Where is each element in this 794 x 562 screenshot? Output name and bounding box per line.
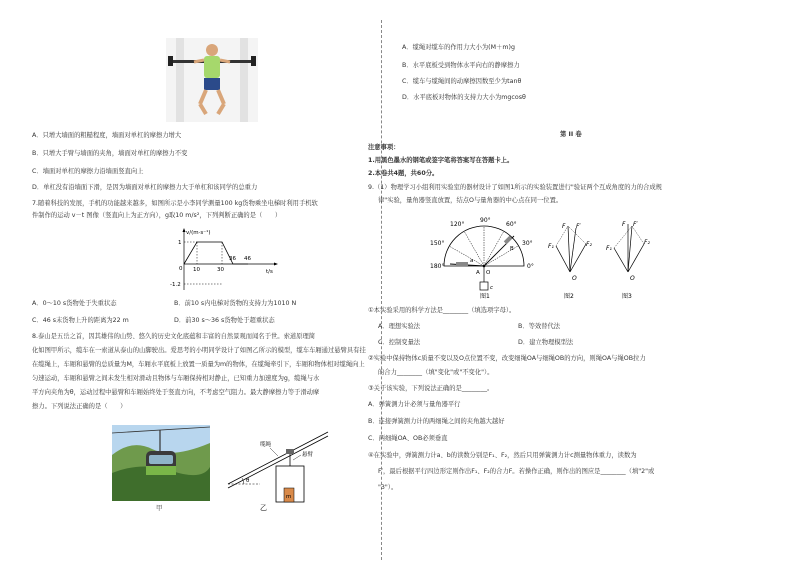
vt-xtick-46: 46: [244, 256, 251, 262]
vt-graph: [170, 226, 280, 292]
q8-line2: 化如图甲所示，缆车在一索道从泰山的山脚驶出。爱思考的小明同学设计了如图乙所示的模型，缆车车厢通过悬臂具有挂: [32, 347, 366, 354]
model-rope-label: 缆绳: [260, 442, 272, 448]
notice-2: 2.本卷共4题，共60分。: [368, 170, 439, 177]
vt-xtick-10: 10: [193, 267, 200, 273]
q6-option-b: B．只增大手臂与墙面的夹角，墙面对单杠的摩擦力不变: [32, 150, 188, 157]
fig3-label: 图3: [622, 293, 632, 300]
q9-s2-line1: ②实验中保持物体c质量不变以及O点位置不变，改变细绳OA与细绳OB的方向，则绳OA与绳OB拉力: [368, 355, 646, 362]
q9-s4-line3: "3"）。: [378, 484, 398, 491]
angle-180: 180°: [430, 263, 445, 270]
angle-90: 90°: [480, 217, 491, 224]
q7-stem-line1: 7.随着科技的发展，手机的功能越来越多，如图所示是小李同学测量100 kg货物乘坐电梯时利用手机软: [32, 200, 318, 207]
fig1-label: 图1: [480, 293, 490, 300]
q9-line2: 律"实验，量角器竖直放置，结点O与量角器的中心点在同一位置。: [378, 197, 563, 204]
q6-option-a: A．只增大墙面的粗糙程度，墙面对单杠的摩擦力增大: [32, 132, 182, 139]
point-B: B: [510, 246, 514, 252]
fig2-Fprime: F′: [576, 223, 581, 230]
q9-s3: ③关于该实验，下列说法正确的是________。: [368, 385, 494, 392]
notice-1: 1.用黑色墨水的钢笔或签字笔将答案写在答题卡上。: [368, 157, 514, 164]
point-c: c: [490, 285, 494, 291]
fig2-F2: F₂: [586, 241, 592, 248]
q9-s1-b: B．等效替代法: [518, 323, 561, 330]
figure3-force-diagram: [606, 218, 656, 300]
q9-s3-b: B．连接弹簧测力计的两细绳之间的夹角越大越好: [368, 418, 505, 425]
point-O: O: [486, 270, 491, 276]
vt-xtick-36: 36: [229, 256, 236, 262]
fig2-O: O: [572, 275, 577, 282]
model-m: m: [286, 494, 292, 500]
column-divider: [381, 20, 382, 560]
q6-option-d: D．单杠没有沿墙面下滑，是因为墙面对单杠的摩擦力大于单杠和该同学的总重力: [32, 184, 258, 191]
fig3-F1: F₁: [606, 245, 612, 252]
angle-120: 120°: [450, 221, 465, 228]
notice-title: 注意事项：: [368, 144, 400, 151]
q8-option-c: C．缆车与缆绳间的动摩擦因数至少为tanθ: [402, 78, 522, 85]
cable-model-diagram: [220, 422, 332, 512]
q9-s1: ①本实验采用的科学方法是________（填选项字母）。: [368, 307, 516, 314]
q8-line3: 在缆绳上，车厢和悬臂的总质量为M，车厢水平底板上放置一质量为m的物体，在缆绳牵引下，车厢和物体相对缆绳向上: [32, 361, 365, 368]
q8-line4: 匀速运动，车厢和悬臂之间未发生相对滑动且物体与车厢保持相对静止，已知重力加速度为g，缆绳与水: [32, 375, 320, 382]
vt-xlabel: t/s: [266, 269, 273, 275]
fig3-F: F: [622, 221, 626, 228]
q8-line6: 擦力。下列说法正确的是（ ）: [32, 403, 127, 410]
fig-yi-label: 乙: [260, 504, 267, 512]
model-arm-label: 悬臂: [302, 452, 314, 458]
q8-option-a: A．缆绳对缆车的作用力大小为(M＋m)g: [402, 44, 515, 51]
q9-s3-c: C．两细绳OA、OB必须垂直: [368, 435, 448, 442]
q9-s2-line2: 的合力________（填"变化"或"不变化"）。: [378, 369, 494, 376]
angle-150: 150°: [430, 240, 445, 247]
model-theta: θ: [246, 478, 250, 484]
q9-s4-line2: F′，最后根据平行四边形定则作出F₁、F₂的合力F。若操作正确，则作出的图应是________（填"2"或: [378, 468, 655, 475]
fig3-O: O: [630, 275, 635, 282]
q8-line5: 平方向夹角为θ，运动过程中悬臂和车厢始终处于竖直方向，不考虑空气阻力。最大静摩擦力等于滑动摩: [32, 389, 320, 396]
q8-option-b: B．水平底板受到物体水平向右的静摩擦力: [402, 62, 520, 69]
q7-option-b: B．前10 s内电梯对货物的支持力为1010 N: [174, 300, 297, 307]
q7-option-d: D．前30 s～36 s货物处于超重状态: [174, 317, 275, 324]
q6-option-c: C．墙面对单杠的摩擦力沿墙面竖直向上: [32, 168, 144, 175]
q8-line1: 8.泰山是五岳之首，因其雄伟的山势、悠久的历史文化底蕴和丰富的自然景观而闻名于世。索道原理简: [32, 333, 316, 340]
q9-s1-d: D．建立物理模型法: [518, 339, 574, 346]
q9-s1-c: C．控制变量法: [378, 339, 421, 346]
q7-stem-line2: 件制作的运动 v－t 图像（竖直向上为正方向），g取10 m/s²，下列判断正确的是（ ）: [32, 212, 282, 219]
cablecar-photo: [112, 425, 210, 501]
q7-option-c: C．46 s末货物上升的距离为22 m: [32, 317, 129, 324]
q7-option-a: A．0～10 s货物处于失重状态: [32, 300, 117, 307]
vt-xtick-30: 30: [217, 267, 224, 273]
vt-ylabel: v/(m·s⁻¹): [186, 230, 211, 236]
q9-s3-a: A．弹簧测力计必须与量角器平行: [368, 401, 461, 408]
fig3-F2: F₂: [644, 239, 650, 246]
q9-s4-line1: ④在实验中，弹簧测力计a、b的读数分别是F₁、F₂，然后只用弹簧测力计c测量物体重力，读数为: [368, 452, 637, 459]
point-A: A: [476, 270, 480, 276]
q9-s1-a: A．理想实验法: [378, 323, 421, 330]
fig2-label: 图2: [564, 293, 574, 300]
angle-60: 60°: [506, 221, 517, 228]
vt-ytick-1: 1: [178, 240, 182, 246]
figure1-protractor: [430, 212, 542, 300]
angle-0: 0°: [527, 263, 534, 270]
point-a: a: [470, 258, 474, 264]
fig-jia-label: 甲: [156, 505, 163, 512]
vt-origin: 0: [179, 266, 183, 272]
q9-line1: 9.（1）物理学习小组利用实验室的器材设计了如图1所示的实验装置进行"验证两个互成角度的力的合成规: [368, 184, 662, 191]
q8-option-d: D．水平底板对物体的支持力大小为mgcosθ: [402, 94, 526, 101]
fig2-F1: F₁: [548, 243, 554, 250]
section-title: 第 II 卷: [560, 131, 582, 138]
vt-ytick-neg: -1.2: [170, 282, 181, 288]
figure2-force-diagram: [548, 218, 596, 300]
fig3-Fprime: F′: [633, 221, 638, 228]
angle-30: 30°: [522, 240, 533, 247]
pullup-photo: [166, 38, 258, 122]
fig2-F: F: [562, 223, 566, 230]
